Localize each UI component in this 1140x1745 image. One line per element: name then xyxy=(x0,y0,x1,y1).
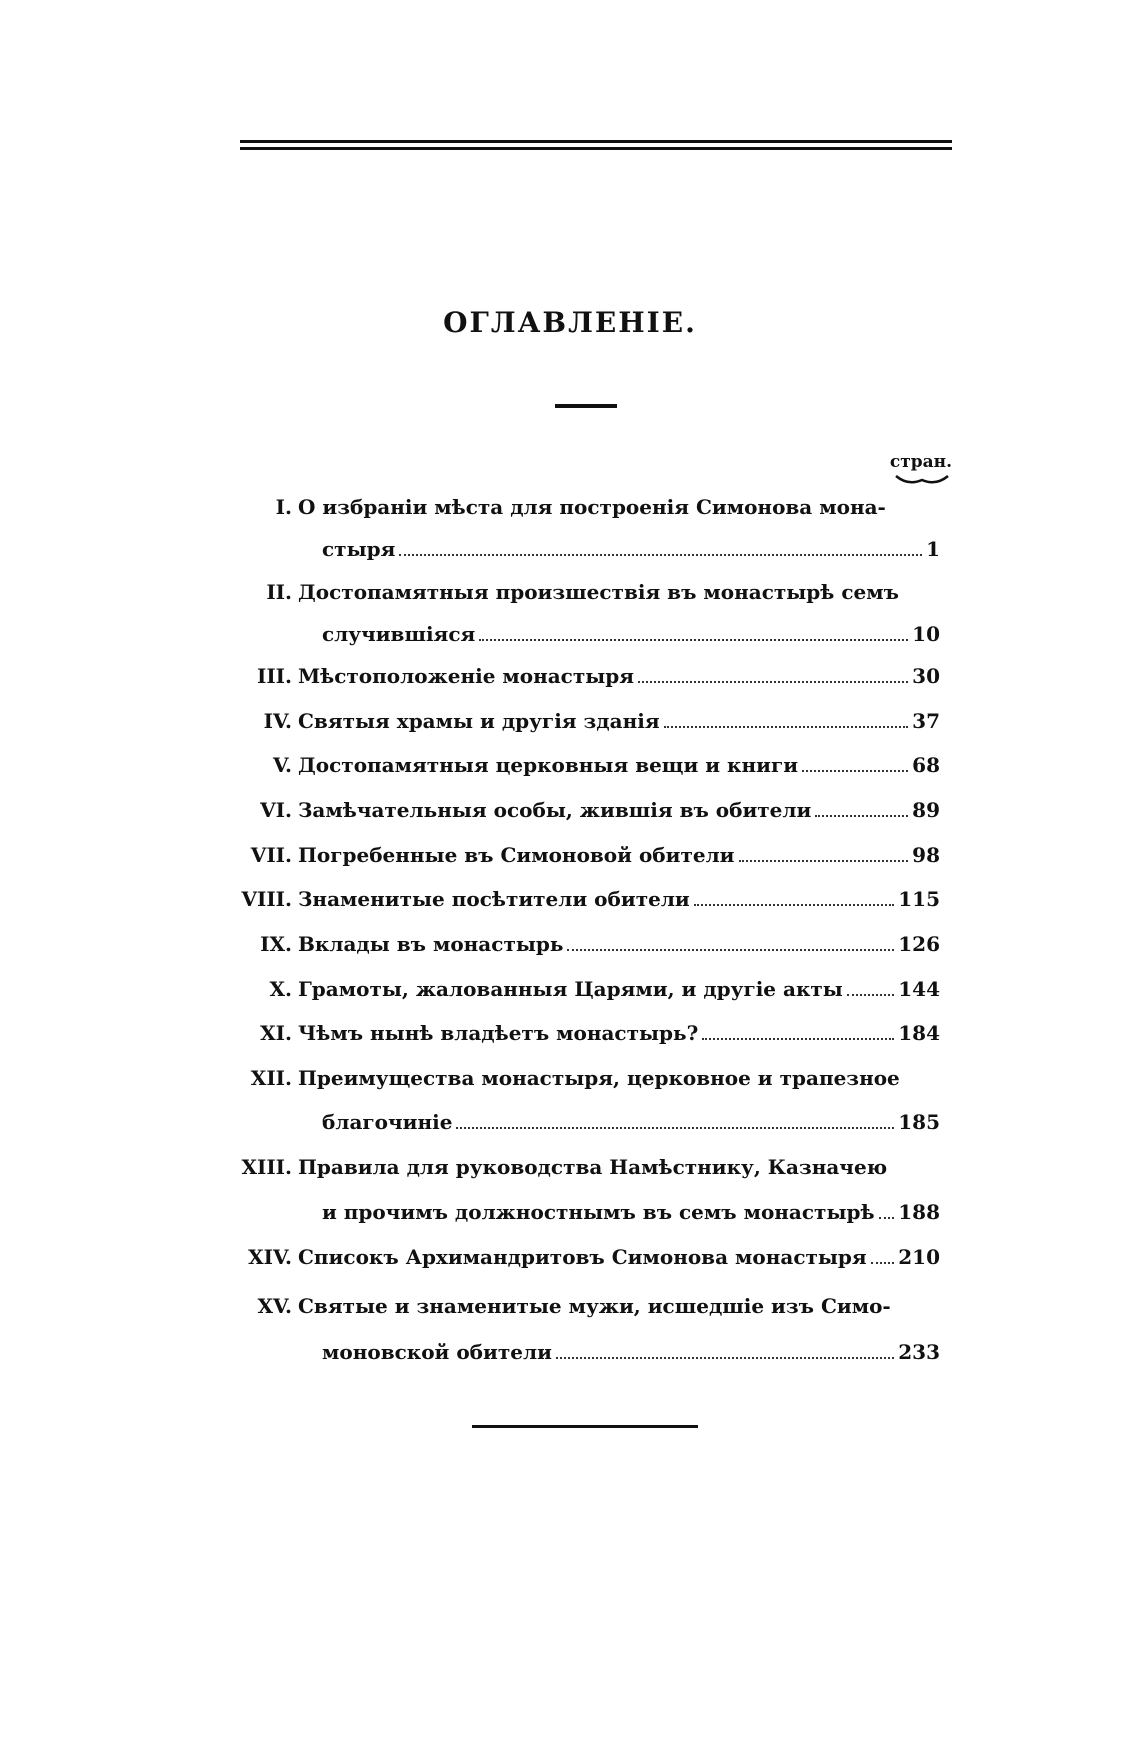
entry-title: Достопамятныя церковныя вещи и книги xyxy=(298,753,799,777)
toc-entry-continuation xyxy=(190,1105,940,1139)
leader-dots xyxy=(702,1016,894,1040)
toc-entry xyxy=(190,882,940,916)
entry-number: VII. xyxy=(250,843,292,867)
toc-entry xyxy=(190,748,940,782)
entry-title: Грамоты, жалованныя Царями, и другіе акты xyxy=(298,977,843,1001)
entry-title: Мѣстоположеніе монастыря xyxy=(298,664,635,688)
leader-dots xyxy=(879,1195,895,1219)
toc-entry xyxy=(190,927,940,961)
entry-page: 115 xyxy=(898,887,940,911)
entry-title: Чѣмъ нынѣ владѣетъ монастырь? xyxy=(298,1021,699,1045)
toc-entry-continuation xyxy=(190,1195,940,1229)
entry-title: О избраніи мѣста для построенія Симонова мона- xyxy=(298,495,886,519)
entry-title: Святые и знаменитые мужи, исшедшіе изъ Симо- xyxy=(298,1294,891,1318)
leader-dots xyxy=(399,532,922,556)
page-title: ОГЛАВЛЕНІЕ. xyxy=(443,306,697,339)
entry-number: VIII. xyxy=(241,887,292,911)
leader-dots xyxy=(847,972,894,996)
leader-dots xyxy=(739,838,909,862)
entry-title: Вклады въ монастырь xyxy=(298,932,564,956)
entry-title: Замѣчательныя особы, жившія въ обители xyxy=(298,798,812,822)
leader-dots xyxy=(479,617,908,641)
toc-entry-continuation xyxy=(190,1335,940,1369)
toc-entry xyxy=(190,704,940,738)
entry-number: XIII. xyxy=(241,1155,292,1179)
page-column-label: стран. xyxy=(889,452,952,472)
entry-number: XI. xyxy=(260,1021,292,1045)
leader-dots xyxy=(664,704,909,728)
entry-page: 188 xyxy=(898,1200,940,1224)
entry-page: 37 xyxy=(912,709,940,733)
entry-page: 184 xyxy=(898,1021,940,1045)
toc-entry xyxy=(190,972,940,1006)
entry-title-cont: и прочимъ должностнымъ въ семъ монастырѣ xyxy=(322,1200,875,1224)
entry-page: 68 xyxy=(912,753,940,777)
toc-entry-continuation xyxy=(190,617,940,651)
leader-dots xyxy=(556,1335,894,1359)
entry-page: 144 xyxy=(898,977,940,1001)
entry-page: 30 xyxy=(912,664,940,688)
table-of-contents xyxy=(190,0,940,1745)
toc-entry xyxy=(190,1061,940,1095)
entry-title: Святыя храмы и другія зданія xyxy=(298,709,660,733)
entry-page: 233 xyxy=(898,1340,940,1364)
toc-entry xyxy=(190,1240,940,1274)
entry-number: V. xyxy=(273,753,292,777)
bottom-rule xyxy=(472,1425,698,1428)
leader-dots xyxy=(815,793,908,817)
entry-number: XIV. xyxy=(248,1245,292,1269)
entry-title: Списокъ Архимандритовъ Симонова монастыря xyxy=(298,1245,867,1269)
entry-number: II. xyxy=(266,580,292,604)
entry-number: IV. xyxy=(263,709,292,733)
entry-number: III. xyxy=(256,664,292,688)
entry-title: Достопамятныя произшествія въ монастырѣ семъ xyxy=(298,580,899,604)
entry-page: 89 xyxy=(912,798,940,822)
entry-number: IX. xyxy=(260,932,292,956)
entry-number: XII. xyxy=(250,1066,292,1090)
toc-entry xyxy=(190,575,940,609)
entry-number: VI. xyxy=(260,798,292,822)
entry-page: 126 xyxy=(898,932,940,956)
toc-entry xyxy=(190,1016,940,1050)
entry-page: 1 xyxy=(926,537,940,561)
toc-entry xyxy=(190,1150,940,1184)
toc-entry xyxy=(190,659,940,693)
leader-dots xyxy=(567,927,894,951)
entry-title-cont: моновской обители xyxy=(322,1340,552,1364)
leader-dots xyxy=(802,748,908,772)
toc-entry xyxy=(190,838,940,872)
entry-title-cont: случившіяся xyxy=(322,622,476,646)
leader-dots xyxy=(456,1105,894,1129)
toc-entry-continuation xyxy=(190,532,940,566)
toc-entry xyxy=(190,490,940,524)
leader-dots xyxy=(638,659,908,683)
toc-entry xyxy=(190,793,940,827)
entry-page: 185 xyxy=(898,1110,940,1134)
entry-number: I. xyxy=(275,495,292,519)
entry-title: Правила для руководства Намѣстнику, Казначею xyxy=(298,1155,888,1179)
entry-page: 210 xyxy=(898,1245,940,1269)
entry-title: Погребенные въ Симоновой обители xyxy=(298,843,735,867)
entry-title-cont: стыря xyxy=(322,537,396,561)
entry-title: Преимущества монастыря, церковное и трапезное xyxy=(298,1066,900,1090)
leader-dots xyxy=(694,882,895,906)
entry-title-cont: благочиніе xyxy=(322,1110,453,1134)
entry-number: X. xyxy=(269,977,292,1001)
entry-page: 98 xyxy=(912,843,940,867)
toc-entry xyxy=(190,1289,940,1323)
leader-dots xyxy=(871,1240,895,1264)
entry-page: 10 xyxy=(912,622,940,646)
entry-title: Знаменитые посѣтители обители xyxy=(298,887,690,911)
entry-number: XV. xyxy=(257,1294,292,1318)
